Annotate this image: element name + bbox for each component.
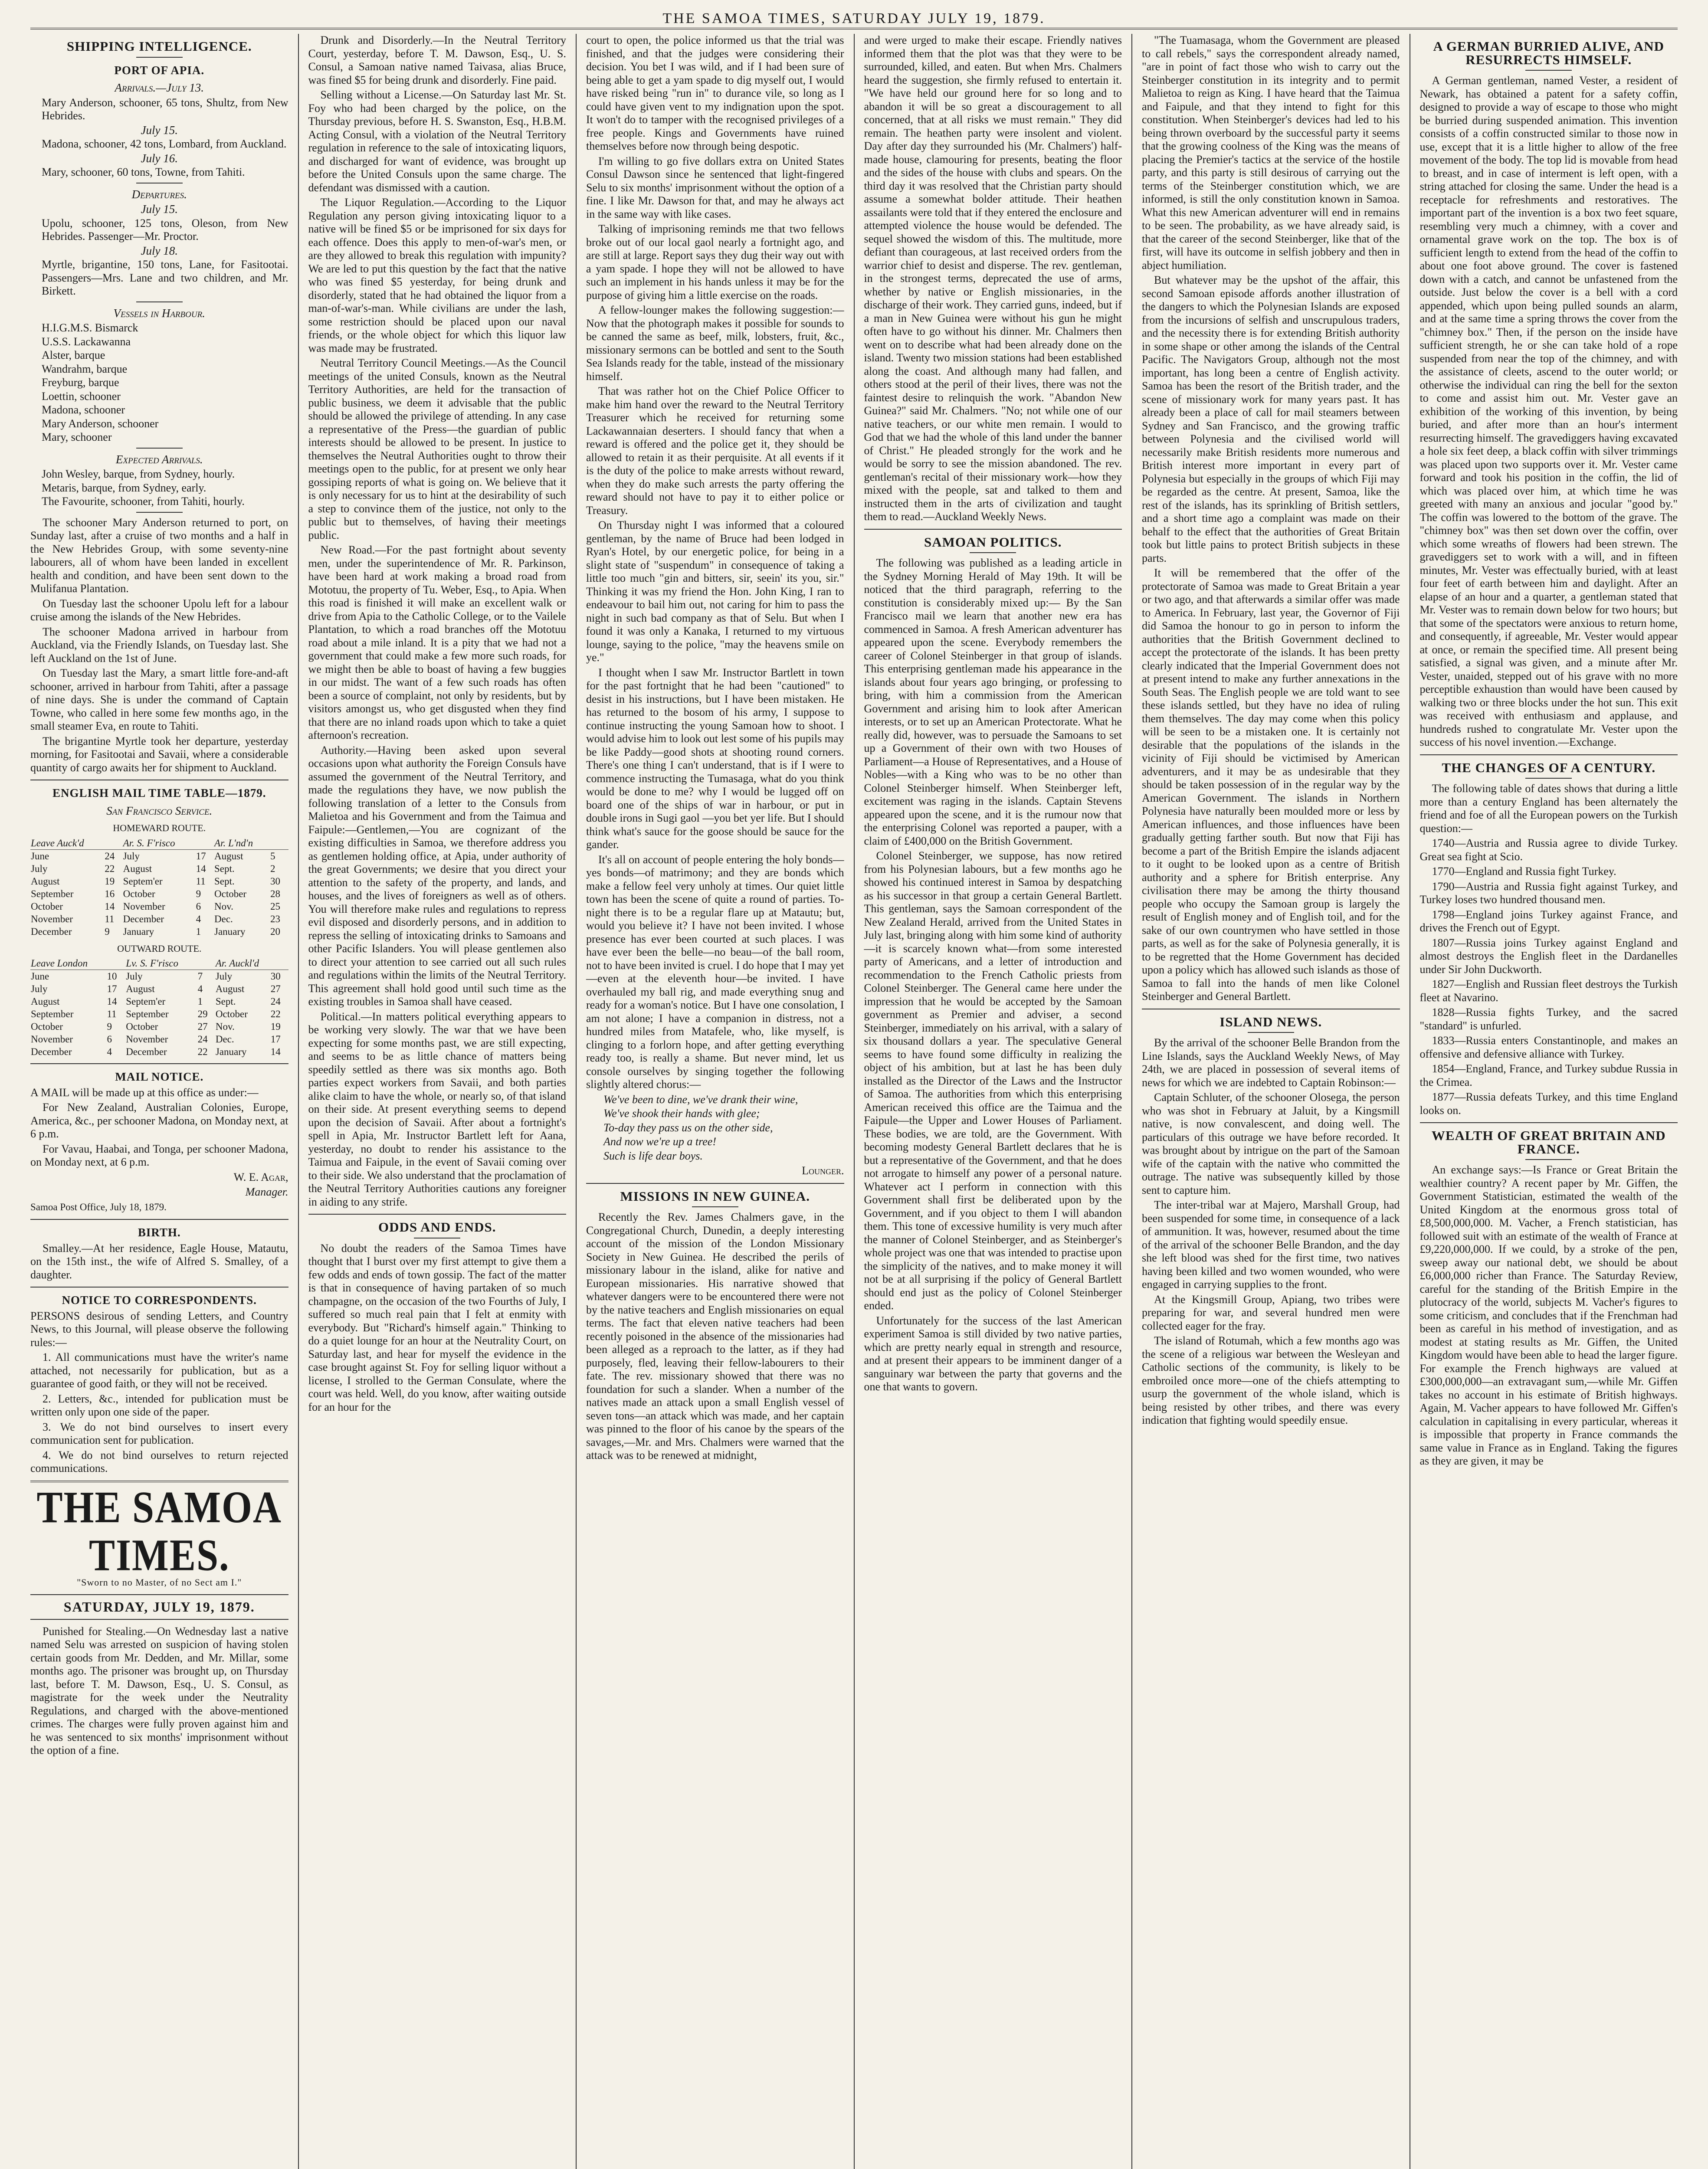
divider [136, 448, 183, 449]
table-cell: June [31, 850, 49, 862]
table-row [30, 1020, 288, 1033]
divider [308, 1214, 567, 1215]
column-6 [1410, 34, 1678, 2169]
german-text: A German gentleman, named Vester, a resident of Newark, has obtained a patent for a safety coffin, designed to provide a way of escape to those who might be burried during suspended animation. This invention consists of a coffin constructed similar to those now in use, except that it is a little higher to allow of the free movement of the body. The top lid is movable from head to breast, and in case of interment is left open, with a string attached for closing the same. Under the head is a receptacle for refreshments and restoratives. The important part of the invention is a box two feet square, resembling very much a chimney, with a cover and ornamental grave work on the top. The box is of sufficient length to extend from the head of the coffin to about one foot above ground. The cover is fastened down with a catch, and cannot be unfastened from the outside. Just below the cover is a bell with a cord appended, which upon being pulled sounds an alarm, and at the same time a spring throws the cover from the "chimney box." Then, if the person on the inside have sufficient strength, he or she can take hold of a rope suspended from near the top of the chimney, and with the assistance of cleets, ascend to the outer world; or otherwise the individual can ring the bell for the sexton to come and assist him out. Mr. Vester gave an exhibition of the working of this invention, by being buried, and after more than an hour's interment resurrecting himself. The gravediggers having excavated a hole six feet deep, a black coffin with silver trimmings was placed upon two supports over it. Mr. Vester came forward and took his position in the coffin, the lid of which was placed over him, at which time he was greeted with many an anxious and jocular "good by." The coffin was lowered to the bottom of the grave. The "chimney box" was then set down over the coffin, over which some wreaths of flowers had been strewn. The gravediggers set to work with a will, and in fifteen minutes, Mr. Vester was effectually buried, with at least four feet of earth between him and daylight. After an elapse of an hour and a quarter, a gentleman stated that Mr. Vester was to remain down below for two hours; but that some of the spectators were anxious to return home, and consequently, if agreeable, Mr. Vester would appear at once, or remain the specified time. All present being satisfied, a signal was given, and a minute after Mr. Vester, unaided, stepped out of his grave with no more perceptible exhaustion than would have been caused by walking two or three blocks under the hot sun. This exit was received with enthusiasm and applause, and hundreds rushed to congratulate Mr. Vester upon the success of his novel invention.—Exchange. [1420, 74, 1678, 748]
divider [1248, 1032, 1294, 1033]
island-news-text: The inter-tribal war at Majero, Marshall Group, had been suspended for some time, in consequence of a lack of ammunition. It was, however, resumed about the time of the arrival of the schooner Belle Brandon, and the day she left blood was shed for the first time, two natives having been killed and two women wounded, who were engaged in carrying supplies to the front. [1142, 1199, 1400, 1291]
table-cell: 23 [270, 913, 281, 924]
date-line: July 18. [141, 244, 178, 257]
table-cell: 29 [197, 1009, 208, 1019]
table-cell: 4 [197, 983, 203, 994]
island-news-text: The island of Rotumah, which a few months ago was the scene of a religious war between the Wesleyan and Catholic sections of the community, is likely to be embroiled once more—one of the chiefs attempting to usurp the government of the whole island, which is being resisted by other tribes, and there was every indication that fighting would speedily ensue. [1142, 1334, 1400, 1426]
table-cell: Septem'er [123, 875, 163, 887]
table-cell: 9 [107, 1021, 112, 1032]
list-item: Upolu, schooner, 125 tons, Oleson, from New Hebrides. Passenger—Mr. Proctor. [42, 216, 288, 242]
table-header: Ar. S. F'risco [123, 837, 214, 850]
shipping-news: On Tuesday last the Mary, a smart little fore-and-aft schooner, arrived in harbour from Tahiti, after a passage of nine days. She is under the command of Captain Towne, who called in here some few months ago, in the small steamer Eva, en route to Tahiti. [30, 667, 288, 732]
outward-table [30, 957, 288, 1058]
island-news-text: At the Kingsmill Group, Apiang, two tribes were preparing for war, and several hundred men were collected eager for the fray. [1142, 1293, 1400, 1332]
table-header: Leave London [30, 957, 125, 970]
verse-line: And now we're up a tree! [603, 1135, 716, 1148]
departures-heading: Departures. [131, 187, 187, 201]
changes-item: 1770—England and Russia fight Turkey. [1432, 865, 1616, 878]
table-cell: Sept. [215, 996, 236, 1007]
date-line: July 16. [141, 151, 178, 165]
columns [30, 34, 1678, 2169]
table-cell: 4 [107, 1046, 112, 1057]
column-1 [30, 34, 298, 2169]
german-heading: A GERMAN BURRIED ALIVE, AND RESURRECTS HIMSELF. [1433, 39, 1665, 67]
changes-item: 1807—Russia joins Turkey against England and almost destroys the English fleet in the Dardanelles under Sir John Duckworth. [1420, 936, 1678, 976]
table-cell: 27 [197, 1021, 208, 1032]
odds-continued: I thought when I saw Mr. Instructor Bartlett in town for the past fortnight that he had been "cautioned" to desist in his instructions, but I have been mistaken. He has returned to the bosom of his army, I suppose to continue instructing the young Samoan how to shoot. I would advise him to look out lest some of his pupils may be like Paddy—good shots at shooting round corners. There's one thing I can't understand, that is if I were to commence instructing the Tumasaga, what do you think would be done to me? why I would be lugged off on board one of the ships of war in harbour, or put in double irons in Sugi gaol —you bet yer life. But I should think what's sauce for the goose should be sauce for the gander. [586, 666, 844, 851]
table-cell: 22 [197, 1046, 208, 1057]
table-header: Lv. S. F'risco [125, 957, 215, 970]
divider [692, 1206, 738, 1207]
table-cell: 30 [270, 971, 281, 982]
birth-heading: BIRTH. [138, 1226, 181, 1239]
shipping-news: The brigantine Myrtle took her departure, yesterday morning, for Fasitootai and Savaii, where a considerable quantity of cargo awaits her for shipment to Auckland. [30, 734, 288, 774]
odds-continued: That was rather hot on the Chief Police Officer to make him hand over the reward to the Neutral Territory Treasurer which he received for returning some Lackawannaian deserters. I should fancy that when a reward is offered and the police get it, they should be allowed to retain it as their perquisite. At all events if it is the duty of the police to make arrests without reward, when they do make such arrests the party offering the reward should not have to pay it to either police or Treasury. [586, 385, 844, 517]
paper-title: THE SAMOA TIMES. [36, 1482, 282, 1580]
table-cell: 28 [270, 888, 281, 899]
table-cell: June [31, 971, 49, 982]
odds-continued: Talking of imprisoning reminds me that two fellows broke out of our local gaol nearly a fortnight ago, and are still at large. Report says they dug their way out with a yam spade. I hope they will not be allowed to have such an implement in his hands unless it may be for the purpose of giving him a little exercise on the roads. [586, 223, 844, 301]
list-item: Mary, schooner [42, 431, 112, 443]
table-cell: Sept. [214, 875, 235, 887]
table-cell: 25 [270, 901, 281, 912]
list-item: Madona, schooner, 42 tons, Lombard, from Auckland. [42, 138, 287, 150]
table-cell: 6 [107, 1034, 112, 1045]
table-cell: 20 [270, 926, 281, 937]
table-cell: October [31, 901, 63, 912]
table-cell: Nov. [214, 901, 233, 912]
missions-text: Recently the Rev. James Chalmers gave, in the Congregational Church, Dunedin, a deeply interesting account of the mission of the London Missionary Society in New Guinea. He described the perils of missionary labour in the island, alike for native and European missionaries. His narrative showed that whatever dangers were to be encountered there were not by the native teachers and English missionaries on equal terms. The fact that eleven native teachers had been recently poisoned in the absence of the missionaries had been alleged as a reproach to the latter, as if they had purposely, fled, leaving their fellow-labourers to their fate. The rev. missionary showed that there was no foundation for such a slander. When a number of the natives made an attack upon a small English vessel of seven tons—an attack which was made, and her captain was pinned to the floor of his canoe by the spears of the savages,—Mr. and Mrs. Chalmers were warned that the attack was to be renewed at midnight, [586, 1211, 844, 1461]
divider [1525, 70, 1572, 71]
table-cell: October [126, 1021, 158, 1032]
verse-line: Such is life dear boys. [603, 1149, 703, 1162]
table-cell: January [215, 1046, 247, 1057]
divider [30, 1063, 288, 1064]
mail-notice-text: A MAIL will be made up at this office as under:— [30, 1086, 259, 1099]
table-cell: 11 [107, 1009, 117, 1019]
list-item: Myrtle, brigantine, 150 tons, Lane, for Fasitootai. Passengers—Mrs. Lane and two children, and Mr. Birkett. [42, 258, 288, 297]
table-cell: July [126, 971, 143, 982]
changes-item: 1740—Austria and Russia agree to divide Turkey. Great sea fight at Scio. [1420, 837, 1678, 863]
table-cell: September [126, 1009, 169, 1019]
table-cell: 24 [197, 1034, 208, 1045]
changes-heading: THE CHANGES OF A CENTURY. [1442, 760, 1656, 775]
table-cell: 7 [197, 971, 203, 982]
mail-notice-signature: W. E. Agar, [233, 1170, 288, 1183]
divider [1420, 1122, 1678, 1123]
date-line: July 15. [141, 123, 178, 137]
table-cell: December [123, 913, 164, 924]
mail-notice-place: Samoa Post Office, July 18, 1879. [30, 1201, 167, 1212]
samoan-politics-text: The following was published as a leading article in the Sydney Morning Herald of May 19th. It will be noticed that the third paragraph, referring to the constitution is considerably mixed up:— By the San Francisco mail we learn that another new era has commenced in Samoa. A fresh American adventurer has appeared upon the scene. Everybody remembers the career of Colonel Steinberger in that group of islands. This enterprising gentleman made his appearance in the islands about four years ago bringing, or professing to bring, with him a commission from the American Government and arising him to look after American interests, or to set up an American Protectorate. What he really did, however, was to persuade the Samoans to set up a Government of their own with two Houses of Parliament—a House of Representatives, and a House of Nobles—with a King who was to be no other than Colonel Steinberger himself. When Steinberger left, excitement was raging in the islands. Captain Stevens appeared upon the scene, and it is the rumour now that the enterprising Colonel was reported a pauper, with a claim of £400,000 on the British Government. [864, 557, 1122, 847]
paper-motto: "Sworn to no Master, of no Sect am I." [77, 1576, 242, 1588]
table-header-row [30, 837, 288, 850]
vessels-heading: Vessels in Harbour. [113, 306, 205, 320]
table-cell: 14 [270, 1046, 281, 1057]
table-cell: Nov. [215, 1021, 235, 1032]
list-item: Mary Anderson, schooner [42, 417, 159, 430]
table-row [30, 875, 288, 888]
divider [30, 1594, 288, 1595]
samoan-politics-continued: "The Tuamasaga, whom the Government are pleased to call rebels," says the correspondent already named, "are in point of fact those who wish to carry out the Steinberger constitution in its integrity and to permit Malietoa to reign as King. I have heard that the Taimua and Faipule, and that they intend to fight for this constitution. When Steinberger's devices had led to his being thrown overboard by the successful party it seems that the growing coolness of the King was the means of placing the Premier's tactics at the service of the hostile party, and this party is still desirous of carrying out the terms of the Steinberger constitution which, we are informed, is still the only constitution known in Samoa. What this new American adventurer will end in remains to be seen. The probability, as we have already said, is that the career of the second Steinberger, like that of the first, will have its outcome in selfish jobbery and then in abject humiliation. [1142, 34, 1400, 272]
correspondents-intro: PERSONS desirous of sending Letters, and Country News, to this Journal, will please observe the following rules:— [30, 1309, 288, 1349]
island-news-text: By the arrival of the schooner Belle Brandon from the Line Islands, says the Auckland Weekly News, of May 24th, we are placed in possession of several items of news for which we are indebted to Captain Robinson:— [1142, 1036, 1400, 1089]
mail-table-heading: ENGLISH MAIL TIME TABLE—1879. [52, 786, 266, 799]
correspondents-rule: 3. We do not bind ourselves to insert every communication sent for publication. [30, 1420, 288, 1446]
changes-item: 1827—English and Russian fleet destroys the Turkish fleet at Navarino. [1420, 978, 1678, 1004]
table-row [30, 862, 288, 875]
table-cell: 14 [196, 863, 206, 874]
table-cell: 10 [107, 971, 117, 982]
list-item: Wandrahm, barque [42, 362, 128, 375]
odds-continued: A fellow-lounger makes the following suggestion:—Now that the photograph makes it possible for sounds to be canned the same as beef, milk, lobsters, fruit, &c., missionary sermons can be bottled and sent to the South Sea Islands ready for the table, instead of the missionary himself. [586, 304, 844, 383]
table-cell: October [31, 1021, 63, 1032]
odds-signature: Lounger. [802, 1164, 844, 1177]
column-3 [576, 34, 854, 2169]
running-header: THE SAMOA TIMES, SATURDAY JULY 19, 1879. [30, 10, 1678, 29]
table-cell: November [31, 913, 73, 924]
divider [136, 57, 183, 58]
table-row [30, 1033, 288, 1045]
island-news-heading: ISLAND NEWS. [1220, 1014, 1322, 1029]
date-line: July 15. [141, 203, 178, 216]
mail-notice-role: Manager. [245, 1186, 288, 1198]
table-cell: September [31, 888, 74, 899]
table-header: Leave Auck'd [30, 837, 123, 850]
table-cell: Dec. [214, 913, 233, 924]
mail-notice-item: For New Zealand, Australian Colonies, Europe, America, &c., per schooner Madona, on Monday next, at 6 p.m. [30, 1101, 288, 1140]
table-cell: December [31, 926, 72, 937]
news-drunk: Drunk and Disorderly.—In the Neutral Territory Court, yesterday, before T. M. Dawson, Esq., U. S. Consul, a Samoan native named Taivasa, alias Bruce, was fined $5 for being drunk and disorderly. Fine paid. [308, 34, 566, 86]
changes-item: 1854—England, France, and Turkey subdue Russia in the Crimea. [1420, 1062, 1678, 1088]
table-row [30, 925, 288, 938]
birth-text: Smalley.—At her residence, Eagle House, Matautu, on the 15th inst., the wife of Alfred S. Smalley, of a daughter. [30, 1242, 288, 1281]
table-row [30, 849, 288, 862]
table-cell: 22 [270, 1009, 281, 1019]
table-cell: 17 [196, 850, 206, 862]
list-item: Alster, barque [42, 349, 105, 361]
table-row [30, 995, 288, 1008]
divider [30, 1619, 288, 1620]
news-authority: Authority.—Having been asked upon several occasions upon what authority the Foreign Consuls have assumed the government of the Neutral Territory, and made the regulations they have, we now publish the following translation of a letter to the Consuls from Malietoa and his Government and from the Taimua and Faipule:—Gentlemen,—You are cognizant of the existing difficulties in Samoa, we therefore address you as gentlemen holding office, at Apia, under authority of the great Governments; we desire that you direct your attention to the safety of the property, and lands, and houses, and the lives of foreigners as well as of others. You will therefore make rules and regulations to repress evil disposed and disorderly persons, and in addition to repress the selling of intoxicating drinks to Samoans and other Pacific Islanders. You will please gentlemen also to direct your attention to see carried out all such rules and regulations within the limits of the Neutral Territory. This agreement shall hold good until such time as the existing troubles in Samoa shall have ceased. [308, 744, 566, 1008]
list-item: H.I.G.M.S. Bismarck [42, 321, 138, 334]
expected-heading: Expected Arrivals. [115, 452, 203, 466]
list-item: Freyburg, barque [42, 376, 119, 389]
table-cell: 19 [270, 1021, 281, 1032]
table-cell: Dec. [215, 1034, 234, 1045]
table-cell: October [215, 1009, 248, 1019]
list-item: Loettin, schooner [42, 390, 121, 403]
verse-line: We've been to dine, we've drank their wine, [603, 1093, 798, 1106]
port-heading: PORT OF APIA. [114, 63, 205, 77]
news-road: New Road.—For the past fortnight about seventy men, under the superintendence of Mr. R. Parkinson, have been hard at work making a broad road from Mototuu, the property of Tu. Weber, Esq., to Apia. When this road is finished it will make an excellent walk or drive from Apia to the Catholic College, or to the Vailele Plantation, to which a road branches off the Mototuu road about a mile inland. It is a pity that we had not a government that could make a few more such roads, for we might then be able to boast of having a few buggies in our midst. The want of a few such roads has often been a source of complaint, not only by residents, but by visitors amongst us, who get disgusted when they find that there are no inland roads upon which to take a quiet afternoon's recreation. [308, 544, 566, 741]
mail-service: San Francisco Service. [106, 804, 213, 817]
odds-continued: court to open, the police informed us that the trial was finished, and that the judges were considering their decision. You bet I was wild, and if I had been sure of being able to get a yam spade to dig myself out, I would have risked being "run in" to durance vile, so long as I could have given vent to my indignation upon the spot. It won't do to tamper with the recognised privileges of a free people. Kings and Governments have ruined themselves before now through being despotic. [586, 34, 844, 152]
table-cell: 11 [105, 913, 115, 924]
table-cell: 5 [270, 850, 275, 862]
divider [136, 301, 183, 302]
changes-item: 1790—Austria and Russia fight against Turkey, and Turkey loses two hundred thousand men. [1420, 880, 1678, 906]
departures-list [30, 203, 288, 298]
table-cell: 9 [105, 926, 110, 937]
odds-text: No doubt the readers of the Samoa Times have thought that I burst over my first attempt to give them a few odds and ends of town gossip. The fact of the matter is that in consequence of having partaken of so much champagne, on the occasion of the two Fourths of July, I suffered so much real pain that I felt at enmity with everybody. But "Richard's himself again." Thinking to do a quiet lounge for an hour at the Neutrality Court, on Saturday last, and hear for myself the evidence in the case brought against St. Foy for selling liquor without a license, I strolled to the German Consulate, where the court was held. Well, do you know, after waiting outside for an hour for the [308, 1242, 566, 1413]
table-cell: 24 [105, 850, 115, 862]
divider [30, 1219, 288, 1220]
table-cell: Septem'er [126, 996, 166, 1007]
missions-continued: and were urged to make their escape. Friendly natives informed them that the plot was that they were to be surrounded, killed, and eaten. But when Mrs. Chalmers heard the suggestion, she firmly refused to entertain it. "We have held our ground here for so long and to abandon it will be so great a discouragement to all concerned, that at all risks we must remain." They did remain. The heathen party were insolent and violent. Day after day they surrounded his (Mr. Chalmers') half-made house, clamouring for presents, beating the floor and the sides of the house with clubs and spears. On the third day it was resolved that the Christian party should assume a somewhat bolder attitude. Their heathen assailants were told that if they entered the enclosure and attempted violence the house would be defended. The sequel showed the wisdom of this. The multitude, more defiant than courageous, at last received orders from the warrior chief to desist and disperse. The rev. gentleman, in the strongest terms, deprecated the use of arms, whether by native or English missionaries, in the discharge of their work. They carried guns, indeed, but if a man in New Guinea were without his gun he might often have to go without his dinner. Mr. Chalmers then went on to describe what had been already done on the island. Twenty two mission stations had been established along the coast. And although many had fallen, and others stood at the peril of their lives, there was not the faintest desire to relinquish the work. "Abandon New Guinea?" said Mr. Chalmers. "No; not while one of our native teachers, or our white men remain. I would to God that we had the whole of this land under the banner of Christ." He pleaded strongly for the work and he would be sorry to see the mission abandoned. The rev. gentleman's recital of their missionary work—how they mixed with the people, sat and talked to them and instructed them in the arts of civilization and taught them to read.—Auckland Weekly News. [864, 34, 1122, 523]
table-cell: 1 [197, 996, 203, 1007]
table-cell: 16 [105, 888, 115, 899]
divider [586, 1183, 844, 1184]
homeward-table [30, 837, 288, 938]
table-cell: December [31, 1046, 72, 1057]
table-row [30, 1045, 288, 1058]
table-cell: October [214, 888, 247, 899]
table-cell: 1 [196, 926, 201, 937]
changes-intro: The following table of dates shows that during a little more than a century England has been alternately the friend and foe of all the European powers on the Turkish question:— [1420, 782, 1678, 835]
shipping-news: On Tuesday last the schooner Upolu left for a labour cruise among the islands of the New Hebrides. [30, 597, 288, 623]
news-council: Neutral Territory Council Meetings.—As the Council meetings of the united Consuls, known as the Neutral Territory Authorities, are held for the transaction of public business, we deem it advisable that the public should be allowed the privilege of attending. In any case a representative of the Press—the guardian of public interests should be allowed to be present. In justice to themselves the Neutral Authorities ought to throw their meetings open to the public, for at present we only hear gossiping reports of what is going on. We believe that it is only necessary for us to hint at the desirability of such a step to convince them of the justice, not only to the public but to themselves, of having their meetings public. [308, 357, 566, 541]
divider [864, 529, 1122, 530]
table-cell: 17 [107, 983, 117, 994]
list-item: The Favourite, schooner, from Tahiti, hourly. [42, 495, 245, 508]
table-cell: November [126, 1034, 168, 1045]
table-row [30, 913, 288, 925]
list-item: Mary Anderson, schooner, 65 tons, Shultz, from New Hebrides. [42, 96, 288, 122]
table-cell: 19 [105, 875, 115, 887]
table-cell: 14 [105, 901, 115, 912]
wealth-heading: WEALTH OF GREAT BRITAIN AND FRANCE. [1431, 1128, 1666, 1157]
table-cell: November [123, 901, 165, 912]
verse-line: To-day they pass us on the other side, [603, 1121, 773, 1134]
table-cell: July [215, 971, 233, 982]
correspondents-rule: 1. All communications must have the writer's name attached, not necessarily for publication, but as a guarantee of good faith, or they will not be received. [30, 1351, 288, 1390]
vessels-list [30, 321, 288, 444]
table-cell: 11 [196, 875, 206, 887]
correspondents-heading: NOTICE TO CORRESPONDENTS. [62, 1294, 257, 1307]
odds-continued: It's all on account of people entering the holy bonds—yes bonds—of matrimony; and they are bonds which make a fellow feel very unholy at times. Our quiet little town has been the scene of quite a round of parties. To-night there is to be a regular flare up at Matautu; but, would you believe it? I have not been invited. I whose presence has ever been courted at such places. I was have ever been the belle—no beau—of the ball room, not to have been invited is cruel. I do hope that I may yet—even at the eleventh hour—be invited. I have overhauled my ball rig, and made everything snug and ready for a woman's notice. But I have one consolation, I am not alone; I have a companion in distress, not a hundred miles from Matafele, who, like myself, is clinging to a forlorn hope, and after getting everything ready too, is really a shame. But never mind, let us console ourselves by singing together the following slightly altered chorus:— [586, 853, 844, 1091]
table-cell: August [123, 863, 152, 874]
table-cell: 2 [270, 863, 275, 874]
column-4 [854, 34, 1132, 2169]
table-cell: December [126, 1046, 167, 1057]
changes-item: 1798—England joins Turkey against France, and drives the French out of Egypt. [1420, 908, 1678, 934]
table-header: Ar. L'nd'n [214, 837, 288, 850]
table-cell: 9 [196, 888, 201, 899]
correspondents-rule: 4. We do not bind ourselves to return rejected communications. [30, 1448, 288, 1474]
table-cell: August [31, 875, 60, 887]
table-cell: 22 [105, 863, 115, 874]
verse-line: We've shook their hands with glee; [603, 1107, 760, 1120]
shipping-news: The schooner Mary Anderson returned to port, on Sunday last, after a cruise of two months and a half in the New Hebrides Group, with some seventy-nine labourers, all of whom have been landed in excellent health and condition, and have been sent down to the Mulifanua Plantation. [30, 516, 288, 595]
arrivals-list [30, 96, 288, 179]
table-cell: 30 [270, 875, 281, 887]
wealth-text: An exchange says:—Is France or Great Britain the wealthier country? A recent paper by Mr. Giffen, the Government Statistician, estimated the wealth of the United Kingdom at the enormous gross total of £8,500,000,000. M. Vacher, a French statistician, has followed suit with an estimate of the wealth of France at £9,220,000,000. If we could, by a stroke of the pen, sweep away our national debt, we should be about £6,000,000 richer than France. The Saturday Review, careful for the standing of the British Empire in the plutocracy of the world, subjects M. Vacher's figures to some criticism, and concludes that if the Frenchman had been as careful in his method of investigation, and as modest at stating results as Mr. Giffen, the United Kingdom would have been able to head the larger figure. For example the French highways are valued at £300,000,000—an extravagant sum,—while Mr. Giffen takes no account in his estimate of British highways. Again, M. Vacher appears to have followed Mr. Giffen's calculation in capitalising in every particular, whereas it is impossible that property in France commands the same value in France as in England. Taking the figures as they are given, it may be [1420, 1163, 1678, 1467]
missions-heading: MISSIONS IN NEW GUINEA. [620, 1188, 810, 1204]
table-cell: October [123, 888, 155, 899]
correspondents-rule: 2. Letters, &c., intended for publication must be written only upon one side of the paper. [30, 1392, 288, 1418]
list-item: U.S.S. Lackawanna [42, 335, 131, 348]
island-news-text: Captain Schluter, of the schooner Olosega, the person who was shot in February at Jaluit, by a Kingsmill native, is now convalescent, and doing well. The particulars of this outrage we have before recorded. It was brought about by intrigue on the part of the Samoan wife of the captain with the native who committed the outrage. The native was subsequently killed by those sent to capture him. [1142, 1091, 1400, 1196]
outward-heading: OUTWARD ROUTE. [117, 943, 202, 954]
shipping-heading: SHIPPING INTELLIGENCE. [66, 39, 252, 54]
divider [970, 552, 1016, 553]
table-cell: 6 [196, 901, 201, 912]
table-cell: November [31, 1034, 73, 1045]
table-cell: July [31, 983, 48, 994]
changes-item: 1877—Russia defeats Turkey, and this time England looks on. [1420, 1091, 1678, 1117]
table-cell: 17 [270, 1034, 281, 1045]
table-row [30, 983, 288, 995]
column-5 [1131, 34, 1410, 2169]
table-row [30, 888, 288, 900]
divider [1420, 754, 1678, 755]
table-cell: 14 [107, 996, 117, 1007]
list-item: Madona, schooner [42, 403, 125, 416]
samoan-politics-text: Colonel Steinberger, we suppose, has now retired from his Polynesian labours, but a few months ago he showed his continued interest in Samoa by despatching as his successor in that group a certain General Bartlett. This gentleman, says the Samoan correspondent of the New Zealand Herald, arrived from the United States in July last, bringing along with him some kind of authority —it is scarcely known what—from some interested party of Americans, and a letter of introduction and recommendation to the French Catholic priests from Colonel Steinberger. The General came here under the impression that he would be accepted by the Samoan government as Premier and adviser, a second Steinberger, immediately on his arrival, with a salary of six thousand dollars a year. The speculative General seems to have found some difficulty in realizing the object of his ambition, but at last he has been duly installed as the Director of the Laws and the Instructor of Samoa. The authorities from which this enterprising American received this office are the Taimua and the Faipule—the Upper and Lower Houses of Parliament. These bodies, we are told, are the Government. With becoming modesty General Bartlett declares that he is but a representative of the Government, and that he does not arrogate to himself any power of a personal nature. Whatever act I perform in connection with this Government shall first be deliberated upon by the Government, and if you object to them I will abandon them. This tone of excessive humility is very much after the manner of Colonel Steinberger, and as Steinberger's whole project was one that was intended to practise upon the simplicity of the natives, and to make money it will not be at all surprising if the policy of General Bartlett should end just as the policy of Colonel Steinberger ended. [864, 849, 1122, 1312]
odds-heading: ODDS AND ENDS. [378, 1219, 496, 1235]
paper-dateline: SATURDAY, JULY 19, 1879. [63, 1599, 255, 1615]
table-cell: January [123, 926, 154, 937]
divider [1525, 778, 1572, 779]
table-row [30, 1008, 288, 1020]
divider [30, 1481, 288, 1482]
table-cell: July [31, 863, 48, 874]
divider [136, 512, 183, 513]
mail-notice-item: For Vavau, Haabai, and Tonga, per schooner Madona, on Monday next, at 6 p.m. [30, 1142, 288, 1168]
samoan-politics-continued: It will be remembered that the offer of the protectorate of Samoa was made to Great Britain a year or two ago, and that afterwards a similar offer was made to America. In February, last year, the Governor of Fiji did Samoa the honour to go in person to inform the authorities that the British Government declined to accept the protectorate of the islands. It has been pretty clearly indicated that the Imperial Government does not at present intend to make any further annexations in the South Seas. The English people we are told want to see these islands settled, but they have no idea of ruling them themselves. The day may come when this policy will be seen to be a mistaken one. It is certainly not desirable that the populations of the islands in the vicinity of Fiji should be victimised by American adventurers, and it may be as undesirable that they should be taken possession of in the regular way by the American Government. The islands in Northern Polynesia have naturally been moulded more or less by American influences, and those influences have been gradually getting farther south. But now that Fiji has become a part of the British Empire the islands adjacent to it ought to be looked upon as a centre of British authority and a sphere for British enterprise. Any civilisation there may be among the thirty thousand people who occupy the Samoan group is largely the result of English money and of English toil, and for the sake of our own countrymen who have settled in those parts, as well as for the sake of Polynesia generally, it is to be regretted that the Home Government has decided upon a policy which has allowed such islands as those of Samoa to fall into the hands of men like Colonel Steinberger and General Bartlett. [1142, 567, 1400, 1003]
divider [30, 1287, 288, 1288]
samoan-politics-heading: SAMOAN POLITICS. [924, 534, 1062, 550]
list-item: Mary, schooner, 60 tons, Towne, from Tahiti. [42, 166, 245, 178]
table-cell: January [214, 926, 246, 937]
homeward-heading: HOMEWARD ROUTE. [113, 822, 206, 833]
samoan-politics-continued: But whatever may be the upshot of the affair, this second Samoan episode affords another illustration of the dangers to which the Polynesian Islands are exposed from the incursions of selfish and unscrupulous traders, and the necessity there is for extending British authority in some shape or other among the islands of the Central Pacific. The Navigators Group, although not the most important, has long been a centre of English activity. Samoa has been the resort of the British trader, and the scene of missionary work for many years past. It has already been a place of call for mail steamers between Sydney and San Francisco, and the growing traffic between Polynesia and the civilised world will necessarily make British residents more numerous and British interest more important in every part of Polynesia but especially in the groups of which Fiji may be regarded as the centre. At present, Samoa, like the rest of the islands, has its sprinkling of British settlers, and a short time ago a complaint was made on their behalf to the effect that the authorities of Great Britain took but little pains to protect British subjects in these parts. [1142, 274, 1400, 564]
table-cell: August [31, 996, 60, 1007]
divider [1525, 1159, 1572, 1160]
table-header: Ar. Auckl'd [215, 957, 288, 970]
odds-continued: I'm willing to go five dollars extra on United States Consul Dawson since he sentenced that light-fingered Selu to six months' imprisonment without the option of a fine. I like Mr. Dawson for that, and may he always act in the same way with like cases. [586, 154, 844, 220]
table-cell: Sept. [214, 863, 235, 874]
table-cell: 24 [270, 996, 281, 1007]
table-cell: August [214, 850, 243, 862]
shipping-news: The schooner Madona arrived in harbour from Auckland, via the Friendly Islands, on Tuesday last. She left Auckland on the 1st of June. [30, 625, 288, 665]
table-cell: September [31, 1009, 74, 1019]
changes-item: 1833—Russia enters Constantinople, and makes an offensive and defensive alliance with Turkey. [1420, 1034, 1678, 1060]
list-item: Metaris, barque, from Sydney, early. [42, 481, 207, 494]
mail-notice-heading: MAIL NOTICE. [115, 1070, 204, 1083]
table-cell: July [123, 850, 140, 862]
news-license: Selling without a License.—On Saturday last Mr. St. Foy who had been charged by the police, on the Thursday previous, before H. S. Swanston, Esq., H.B.M. Acting Consul, with a violation of the Neutral Territory regulation in reference to the sale of intoxicating liquors, and discharged for want of evidence, was brought up before the United Consuls upon the same charge. The defendant was dismissed with a caution. [308, 88, 566, 194]
table-header-row [30, 957, 288, 970]
odds-continued: On Thursday night I was informed that a coloured gentleman, by the name of Bruce had been lodged in Ryan's Hotel, by our energetic police, for being in a slight state of "suspendum" in consequence of taking a little too much "gin and bitters, sir, seein' its you, sir." Thinking it was my friend the Hon. John King, I ran to endeavour to bail him out, not caring for him to pass the night in such bad company as that of Selu. But when I found it was only a Kanaka, I returned to my virtuous lounge, saying to the police, "may the heavens smile on ye." [586, 519, 844, 664]
table-cell: August [215, 983, 245, 994]
changes-item: 1828—Russia fights Turkey, and the sacred "standard" is unfurled. [1420, 1006, 1678, 1032]
table-cell: 27 [270, 983, 281, 994]
arrivals-heading: Arrivals.—July 13. [115, 81, 204, 94]
list-item: John Wesley, barque, from Sydney, hourly. [42, 468, 235, 480]
column-2 [298, 34, 576, 2169]
news-liquor: The Liquor Regulation.—According to the Liquor Regulation any person giving intoxicating liquor to a native will be fined $5 or be imprisoned for six days for each offence. Does this apply to men-of-war's men, or are they allowed to break this regulation with impunity? We are led to put this question by the fact that the native who was fined $5 yesterday, for being drunk and disorderly, stated that he had obtained the liquor from a man-of-war's-man. While civilians are under the lash, some restriction should be placed upon our naval friends, or the whole object for which this liquor law was made may be frustrated. [308, 196, 566, 354]
table-cell: 4 [196, 913, 201, 924]
table-cell: August [126, 983, 155, 994]
news-political: Political.—In matters political everything appears to be working very slowly. The war that we have been expecting for some months past, we are still expecting, and seems to be as little chance of matters being speedily settled as there was six months ago. Both parties expect workers from Savaii, and both parties alike claim to have the whole, or nearly so, of that island on their side. At present everything seems to depend upon the decision of Savaii. After about a fortnight's spell in Apia, Mr. Instructor Bartlett left for Aana, yesterday, no doubt to render his assistance to the Taimua and Faipule, in the event of Savaii coming over to their side. We also understand that the proclamation of the Neutral Territory Authorities cautions any foreigner in aiding to any strife. [308, 1010, 566, 1208]
news-punished: Punished for Stealing.—On Wednesday last a native named Selu was arrested on suspicion of having stolen certain goods from Mr. Dedden, and Mr. Millar, some months ago. The prisoner was brought up, on Thursday last, before T. M. Dawson, Esq., U. S. Consul, as magistrate for the week under the Neutrality Regulations, and charged with the above-mentioned crimes. The charges were fully proven against him and he was sentenced to six months' imprisonment without the option of a fine. [30, 1625, 288, 1756]
table-row [30, 970, 288, 983]
samoan-politics-text: Unfortunately for the success of the last American experiment Samoa is still divided by two native parties, which are pretty nearly equal in strength and resource, and at present their appears to be imminent danger of a sanguinary war between the party that governs and the one that wants to govern. [864, 1314, 1122, 1393]
table-row [30, 900, 288, 913]
